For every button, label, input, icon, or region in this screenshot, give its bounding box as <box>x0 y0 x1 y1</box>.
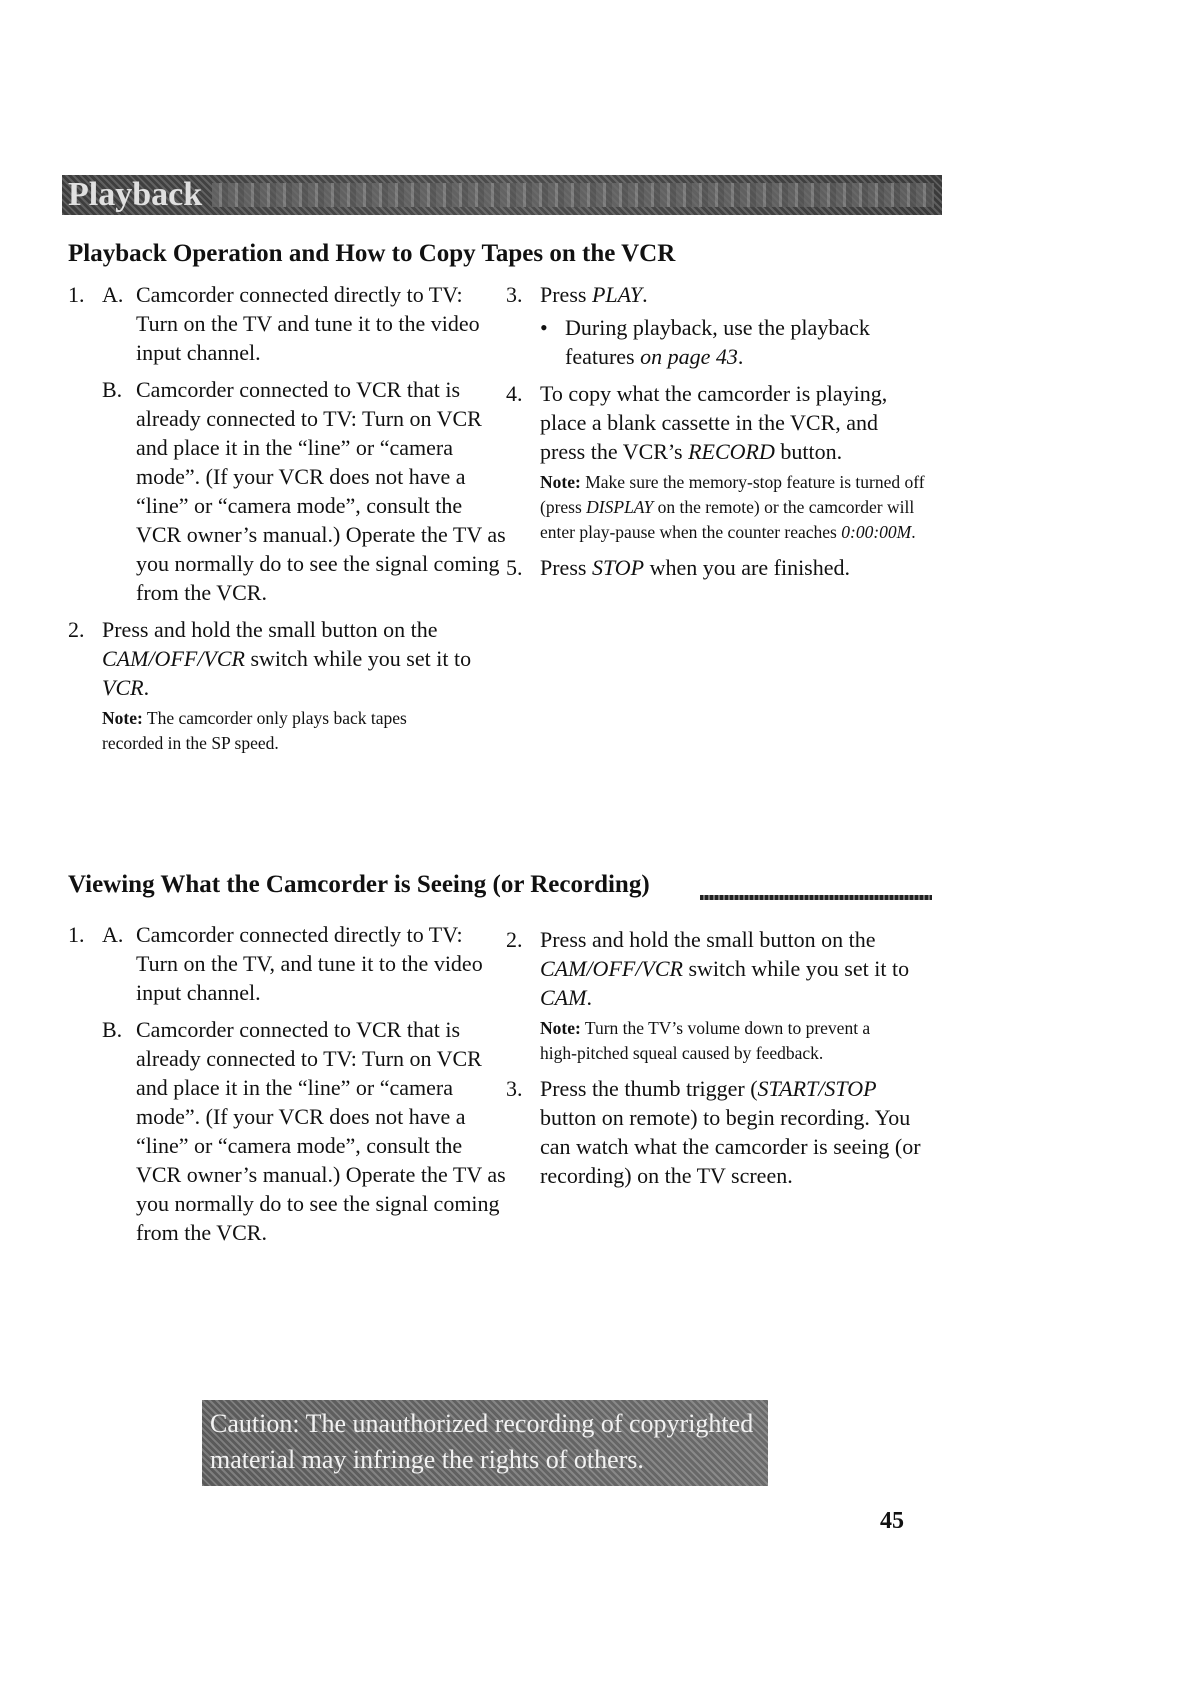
step-3: 3. Press PLAY. • During playback, use the playback features on page 43. <box>506 280 926 371</box>
step-1: 1. A. Camcorder connected directly to TV: Turn on the TV, and tune it to the video input channel. B. Camcorder connected to VCR that is already connected to TV: Turn on VCR and place it in the “line” or “camera mode”. (If your VCR does not have a “line” or “camera mode”, consult the VCR owner’s manual.) Operate the TV as you normally do to see the signal coming from the VCR. <box>68 920 508 1247</box>
caution-text: Caution: The unauthorized recording of copyrighted material may infringe the rights of others. <box>210 1409 754 1474</box>
caution-banner <box>202 1400 768 1486</box>
section1-left-column <box>68 280 508 764</box>
step-1b: B. Camcorder connected to VCR that is already connected to TV: Turn on VCR and place it in the “line” or “camera mode”. (If your VCR does not have a “line” or “camera mode”, consult the VCR owner’s manual.) Operate the TV as you normally do to see the signal coming from the VCR. <box>102 1017 506 1245</box>
note: Note: Make sure the memory-stop feature is turned off (press DISPLAY on the remote) or the camcorder will enter play-pause when the counter reaches 0:00:00M. <box>540 472 925 542</box>
section2-title: Viewing What the Camcorder is Seeing (or Recording) <box>68 871 650 898</box>
step-4: 4. To copy what the camcorder is playing, place a blank cassette in the VCR, and press the VCR’s RECORD button. Note: Make sure the memory-stop feature is turned off (press DISPLAY on the remote) or the camcorder will enter play-pause when the counter reaches 0:00:00M. <box>506 379 926 545</box>
section1-right-column <box>506 280 926 590</box>
step-1b: B. Camcorder connected to VCR that is already connected to TV: Turn on VCR and place it in the “line” or “camera mode”. (If your VCR does not have a “line” or “camera mode”, consult the VCR owner’s manual.) Operate the TV as you normally do to see the signal coming from the VCR. <box>102 377 506 605</box>
step-1a: A. Camcorder connected directly to TV: Turn on the TV, and tune it to the video input channel. <box>102 922 483 1005</box>
note: Note: The camcorder only plays back tapes recorded in the SP speed. <box>102 708 407 753</box>
step-2: 2. Press and hold the small button on the CAM/OFF/VCR switch while you set it to CAM. Note: Turn the TV’s volume down to prevent a high-pitched squeal caused by feedback. <box>506 925 926 1066</box>
section-header-bar <box>62 175 942 215</box>
step-1: 1. A. Camcorder connected directly to TV: Turn on the TV and tune it to the video input channel. B. Camcorder connected to VCR that is already connected to TV: Turn on VCR and place it in the “line” or “camera mode”. (If your VCR does not have a “line” or “camera mode”, consult the VCR owner’s manual.) Operate the TV as you normally do to see the signal coming from the VCR. <box>68 280 508 607</box>
page-number: 45 <box>880 1508 904 1534</box>
section1-title: Playback Operation and How to Copy Tapes on the VCR <box>68 240 676 267</box>
header-decoration <box>212 183 934 207</box>
section2-left-column <box>68 920 508 1255</box>
title-rule <box>700 895 932 900</box>
step-3: 3. Press the thumb trigger (START/STOP button on remote) to begin recording. You can watch what the camcorder is seeing (or recording) on the TV screen. <box>506 1076 921 1188</box>
section2-right-column <box>506 925 926 1198</box>
step-2: 2. Press and hold the small button on the CAM/OFF/VCR switch while you set it to VCR. Note: The camcorder only plays back tapes recorded in the SP speed. <box>68 615 508 756</box>
step-1a: A. Camcorder connected directly to TV: Turn on the TV and tune it to the video input channel. <box>102 282 480 365</box>
section-label: Playback <box>68 176 203 213</box>
step-5: 5. Press STOP when you are finished. <box>506 555 851 580</box>
note: Note: Turn the TV’s volume down to prevent a high-pitched squeal caused by feedback. <box>540 1018 871 1063</box>
bullet-item: • During playback, use the playback features on page 43. <box>540 315 870 369</box>
